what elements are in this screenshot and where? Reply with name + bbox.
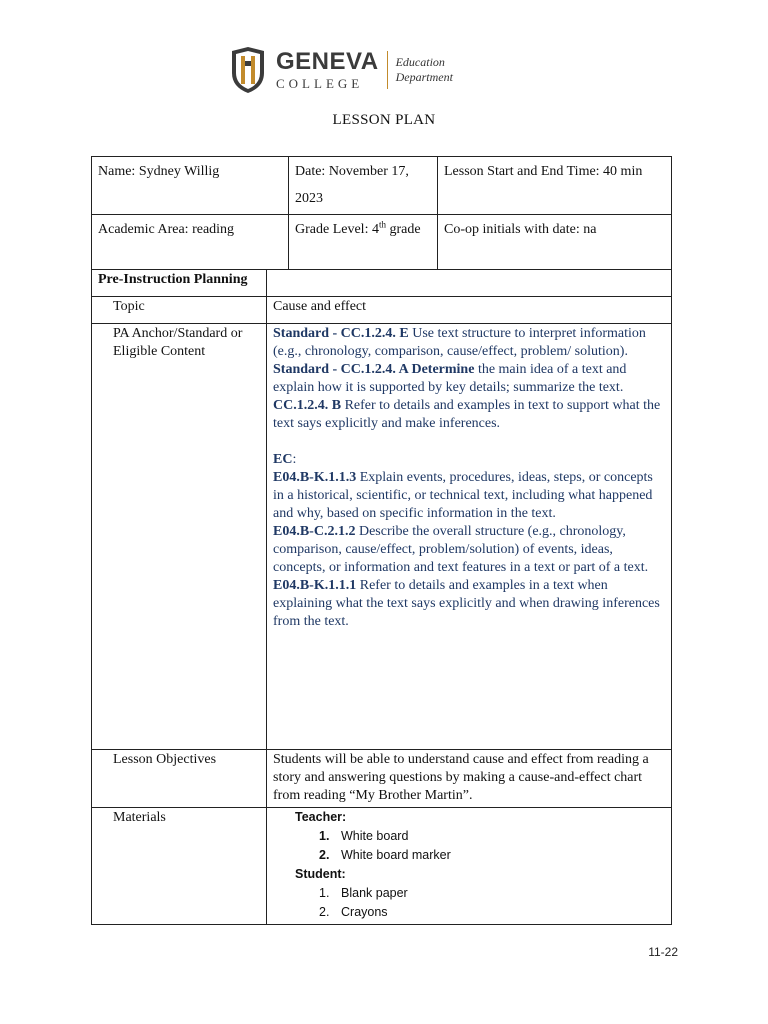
- date-cell: Date: November 17, 2023: [289, 157, 438, 215]
- logo-dept-line1: Education: [395, 55, 445, 69]
- ec-1-code: E04.B-K.1.1.3: [273, 470, 357, 485]
- standards-label: PA Anchor/Standard or Eligible Content: [92, 324, 267, 750]
- topic-row: [92, 297, 672, 324]
- standard-3: [273, 397, 665, 433]
- teacher-item-2: White board marker: [341, 848, 451, 862]
- standard-2: [273, 361, 665, 397]
- time-cell: Lesson Start and End Time: 40 min: [438, 157, 672, 215]
- standard-1-code: Standard - CC.1.2.4. E: [273, 326, 409, 341]
- logo-divider: [387, 51, 388, 89]
- standard-3-text: Refer to details and examples in text to support what the text says explicitly and make inferences.: [273, 398, 661, 431]
- ec-label: EC: [273, 452, 293, 467]
- grade-level-sup: th: [378, 219, 386, 230]
- standard-2-code: Standard - CC.1.2.4. A Determine: [273, 362, 475, 377]
- standard-2-text: the main idea of a text and explain how it is supported by key details; summarize the text.: [273, 362, 627, 395]
- standard-3-code: CC.1.2.4. B: [273, 398, 342, 413]
- objectives-row: [92, 750, 672, 808]
- logo-dept-line2: Department: [395, 70, 453, 84]
- ec-colon: :: [292, 452, 297, 467]
- geneva-shield-icon: [228, 47, 268, 93]
- pre-instruction-empty: [267, 270, 672, 297]
- logo-wordmark: [276, 50, 379, 90]
- page-number: 11-22: [648, 945, 678, 959]
- ec-3-code: E04.B-K.1.1.1: [273, 578, 357, 593]
- objectives-label: Lesson Objectives: [92, 750, 267, 808]
- topic-label: Topic: [92, 297, 267, 324]
- materials-label: Materials: [92, 808, 267, 925]
- ec-1-text: Explain events, procedures, ideas, steps, or concepts in a historical, scientific, or technical text, including what happened and why, based on specific information in the text.: [273, 470, 653, 521]
- standards-spacer: [273, 433, 665, 451]
- student-item-1: Blank paper: [341, 886, 408, 900]
- planning-heading-row: [92, 270, 672, 297]
- logo-department: [396, 55, 453, 85]
- standard-1-text: Use text structure to interpret information (e.g., chronology, comparison, cause/effect, problem/ solution).: [273, 326, 646, 359]
- student-item-2: Crayons: [341, 905, 388, 919]
- eligible-content-1: [273, 469, 665, 523]
- materials-content: [267, 808, 672, 925]
- teacher-item: 1. White board: [319, 829, 409, 843]
- lesson-plan-table: [91, 156, 672, 925]
- teacher-item: 2. White board marker: [319, 848, 451, 862]
- teacher-item-1: White board: [341, 829, 409, 843]
- eligible-content-heading: [273, 451, 665, 469]
- pre-instruction-heading: Pre-Instruction Planning: [92, 270, 267, 297]
- grade-level-cell: [289, 215, 438, 270]
- eligible-content-3: [273, 577, 665, 631]
- info-row-2: [92, 215, 672, 270]
- coop-initials-cell: Co-op initials with date: na: [438, 215, 672, 270]
- college-logo: [228, 45, 478, 95]
- logo-subtitle: COLLEGE: [276, 76, 364, 91]
- teacher-heading: Teacher:: [295, 810, 347, 824]
- logo-name: GENEVA: [276, 48, 379, 75]
- standards-row: [92, 324, 672, 750]
- ec-2-code: E04.B-C.2.1.2: [273, 524, 356, 539]
- grade-level-prefix: Grade Level: 4: [295, 222, 379, 237]
- name-cell: Name: Sydney Willig: [92, 157, 289, 215]
- topic-value: Cause and effect: [267, 297, 672, 324]
- grade-level-suffix: grade: [385, 222, 421, 237]
- standards-content: [267, 324, 672, 750]
- info-row-1: [92, 157, 672, 215]
- document-title: LESSON PLAN: [332, 112, 436, 128]
- standard-1: [273, 325, 665, 361]
- student-heading: Student:: [295, 867, 346, 881]
- eligible-content-2: [273, 523, 665, 577]
- academic-area-cell: Academic Area: reading: [92, 215, 289, 270]
- student-item: 1. Blank paper: [319, 886, 408, 900]
- materials-row: [92, 808, 672, 925]
- objectives-value: Students will be able to understand cause and effect from reading a story and answering questions by making a cause-and-effect chart from reading “My Brother Martin”.: [267, 750, 672, 808]
- ec-2-text: Describe the overall structure (e.g., chronology, comparison, cause/effect, problem/solution) of events, ideas, concepts, or information and text features in a text or part of a text.: [273, 524, 649, 575]
- student-item: 2. Crayons: [319, 905, 388, 919]
- ec-3-text: Refer to details and examples in a text when explaining what the text says explicitly and when drawing inferences from the text.: [273, 578, 660, 629]
